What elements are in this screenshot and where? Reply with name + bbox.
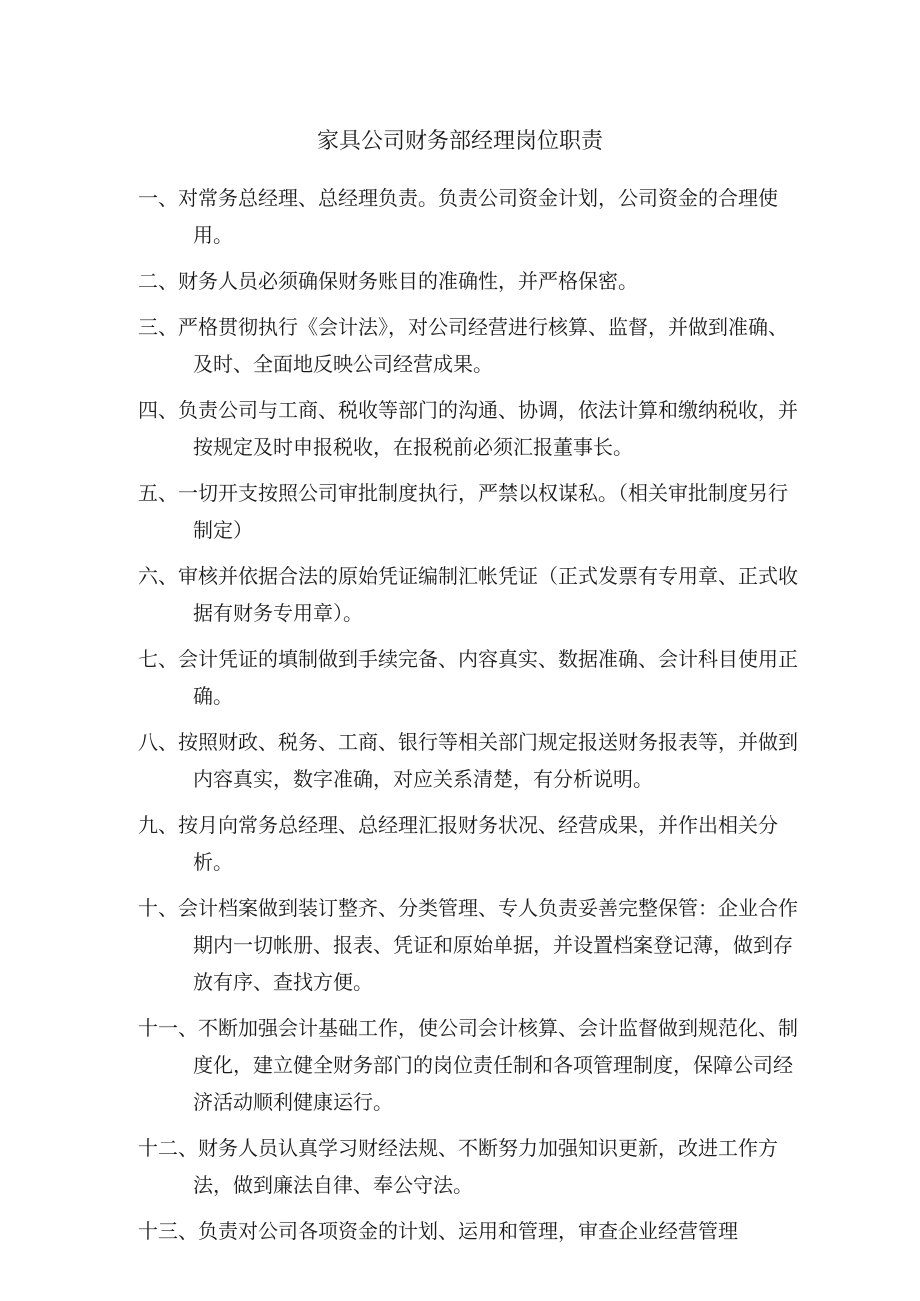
list-item xyxy=(138,1213,798,1250)
list-item xyxy=(138,558,798,632)
list-item xyxy=(138,180,798,254)
item-text: 财务人员认真学习财经法规、不断努力加强知识更新，改进工作方法，做到廉法自律、奉公守法。 xyxy=(193,1136,778,1197)
item-number: 一、 xyxy=(138,186,178,210)
item-text: 负责对公司各项资金的计划、运用和管理，审查企业经营管理 xyxy=(198,1219,738,1243)
item-text: 按照财政、税务、工商、银行等相关部门规定报送财务报表等，并做到内容真实，数字准确，对应关系清楚，有分析说明。 xyxy=(178,730,798,791)
list-item xyxy=(138,263,798,300)
item-text: 对常务总经理、总经理负责。负责公司资金计划，公司资金的合理使用。 xyxy=(178,186,778,247)
item-text: 会计档案做到装订整齐、分类管理、专人负责妥善完整保管：企业合作期内一切帐册、报表、凭证和原始单据，并设置档案登记薄，做到存放有序、查找方便。 xyxy=(178,896,798,994)
item-text: 审核并依据合法的原始凭证编制汇帐凭证（正式发票有专用章、正式收据有财务专用章）。 xyxy=(178,564,798,625)
item-number: 八、 xyxy=(138,730,178,754)
item-text: 会计凭证的填制做到手续完备、内容真实、数据准确、会计科目使用正确。 xyxy=(178,647,798,708)
item-number: 五、 xyxy=(138,481,178,505)
list-item xyxy=(138,724,798,798)
list-item xyxy=(138,392,798,466)
item-number: 二、 xyxy=(138,269,178,293)
list-item xyxy=(138,641,798,715)
item-text: 不断加强会计基础工作，使公司会计核算、会计监督做到规范化、制度化，建立健全财务部门的岗位责任制和各项管理制度，保障公司经济活动顺利健康运行。 xyxy=(193,1016,798,1114)
item-number: 十、 xyxy=(138,896,178,920)
list-item xyxy=(138,1010,798,1121)
item-number: 十一、 xyxy=(138,1016,198,1040)
item-number: 十二、 xyxy=(138,1136,198,1160)
list-item xyxy=(138,890,798,1001)
item-number: 六、 xyxy=(138,564,178,588)
list-item xyxy=(138,807,798,881)
item-number: 十三、 xyxy=(138,1219,198,1243)
item-number: 三、 xyxy=(138,315,178,339)
list-item xyxy=(138,475,798,549)
item-text: 按月向常务总经理、总经理汇报财务状况、经营成果，并作出相关分析。 xyxy=(178,813,778,874)
list-item xyxy=(138,309,798,383)
item-text: 严格贯彻执行《会计法》，对公司经营进行核算、监督，并做到准确、及时、全面地反映公司经营成果。 xyxy=(178,315,788,376)
item-number: 四、 xyxy=(138,398,178,422)
item-text: 财务人员必须确保财务账目的准确性，并严格保密。 xyxy=(178,269,638,293)
duty-list xyxy=(138,180,798,1259)
item-number: 九、 xyxy=(138,813,178,837)
item-number: 七、 xyxy=(138,647,178,671)
list-item xyxy=(138,1130,798,1204)
page-title: 家具公司财务部经理岗位职责 xyxy=(316,129,603,154)
item-text: 负责公司与工商、税收等部门的沟通、协调，依法计算和缴纳税收，并按规定及时申报税收，在报税前必须汇报董事长。 xyxy=(178,398,798,459)
item-text: 一切开支按照公司审批制度执行，严禁以权谋私。（相关审批制度另行制定） xyxy=(178,481,788,542)
